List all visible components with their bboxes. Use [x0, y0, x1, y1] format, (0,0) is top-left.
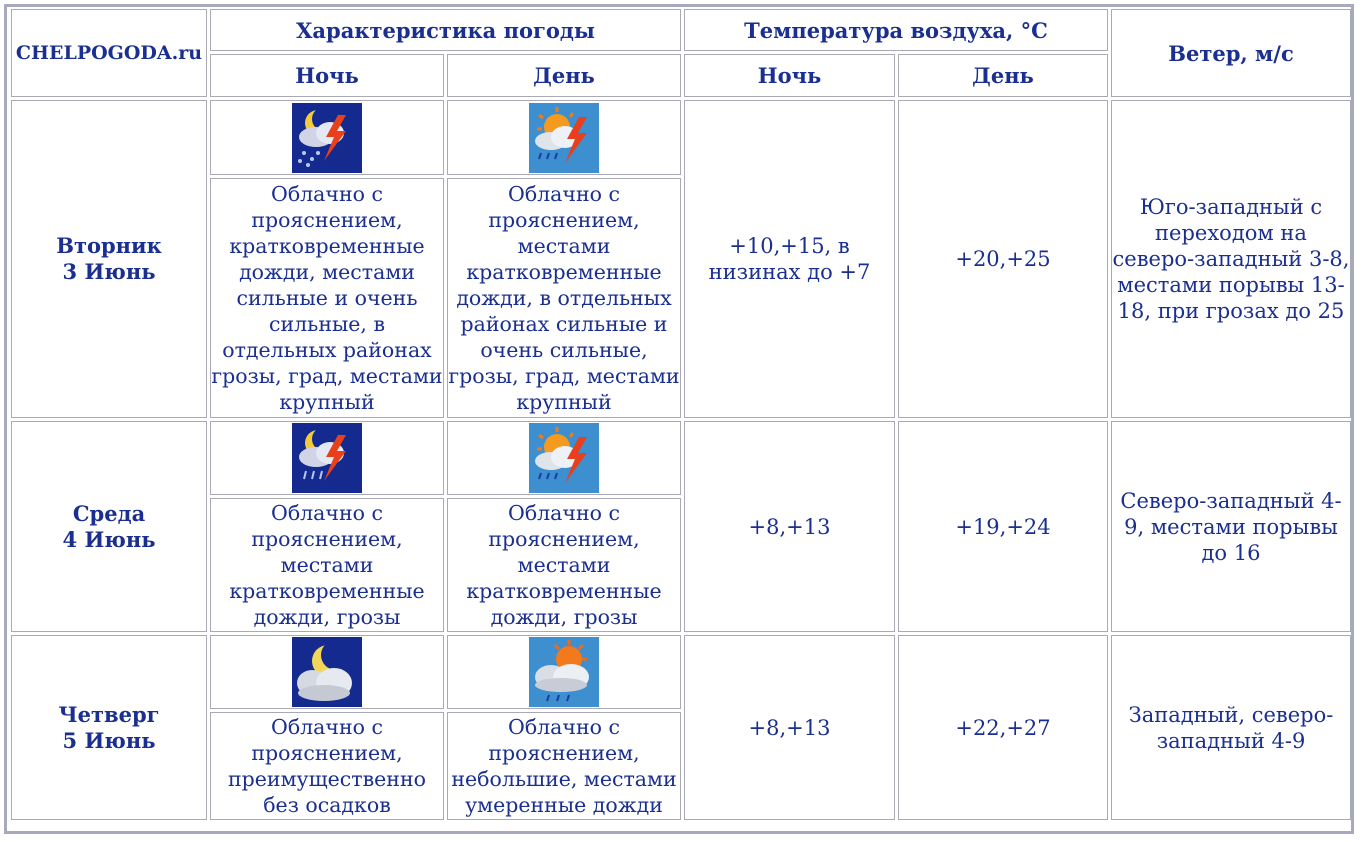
day-description: Облачно с прояснением, местами кратковременные дожди, грозы [447, 498, 681, 632]
header-wind: Ветер, м/с [1111, 9, 1351, 97]
forecast-table [8, 6, 1354, 823]
temp-day: +19,+24 [898, 421, 1108, 632]
moon-cloud-icon [292, 637, 362, 707]
day-description: Облачно с прояснением, местами кратковременные дожди, в отдельных районах сильные и очень сильные, грозы, град, местами крупный [447, 178, 681, 418]
wind: Юго-западный с переходом на северо-западный 3-8, местами порывы 13-18, при грозах до 25 [1111, 100, 1351, 418]
forecast-row [11, 100, 1351, 175]
night-description: Облачно с прояснением, кратковременные дожди, местами сильные и очень сильные, в отдельных районах грозы, град, местами крупный [210, 178, 444, 418]
temp-night: +8,+13 [684, 635, 895, 820]
day-label [11, 100, 207, 418]
night-icon-cell [210, 100, 444, 175]
header-weather-day: День [447, 54, 681, 97]
header-temperature: Температура воздуха, °C [684, 9, 1108, 51]
day-description: Облачно с прояснением, небольшие, местами умеренные дожди [447, 712, 681, 820]
moon-cloud-thunder-rain-icon [292, 423, 362, 493]
weekday: Четверг [58, 701, 160, 727]
date: 4 Июнь [62, 526, 156, 552]
night-icon-cell [210, 635, 444, 709]
night-description: Облачно с прояснением, местами кратковременные дожди, грозы [210, 498, 444, 632]
sun-cloud-thunder-rain-icon [529, 103, 599, 173]
moon-cloud-thunder-rain-icon [292, 103, 362, 173]
header-row-1 [11, 9, 1351, 51]
sun-cloud-light-rain-icon [529, 637, 599, 707]
temp-day: +22,+27 [898, 635, 1108, 820]
day-label [11, 635, 207, 820]
date: 5 Июнь [62, 727, 156, 753]
weekday: Вторник [56, 233, 162, 258]
night-icon-cell [210, 421, 444, 495]
sun-cloud-thunder-rain-icon [529, 423, 599, 493]
header-temp-day: День [898, 54, 1108, 97]
site-name[interactable]: CHELPOGODA.ru [11, 9, 207, 97]
weekday: Среда [72, 500, 146, 526]
header-weather: Характеристика погоды [210, 9, 681, 51]
wind: Западный, северо-западный 4-9 [1111, 635, 1351, 820]
header-temp-night: Ночь [684, 54, 895, 97]
header-weather-night: Ночь [210, 54, 444, 97]
wind: Северо-западный 4-9, местами порывы до 16 [1111, 421, 1351, 632]
day-label [11, 421, 207, 632]
forecast-row [11, 421, 1351, 495]
temp-night: +8,+13 [684, 421, 895, 632]
day-icon-cell [447, 100, 681, 175]
day-icon-cell [447, 635, 681, 709]
forecast-row [11, 635, 1351, 709]
temp-day: +20,+25 [898, 100, 1108, 418]
date: 3 Июнь [62, 259, 156, 284]
temp-night: +10,+15, в низинах до +7 [684, 100, 895, 418]
day-icon-cell [447, 421, 681, 495]
night-description: Облачно с прояснением, преимущественно без осадков [210, 712, 444, 820]
